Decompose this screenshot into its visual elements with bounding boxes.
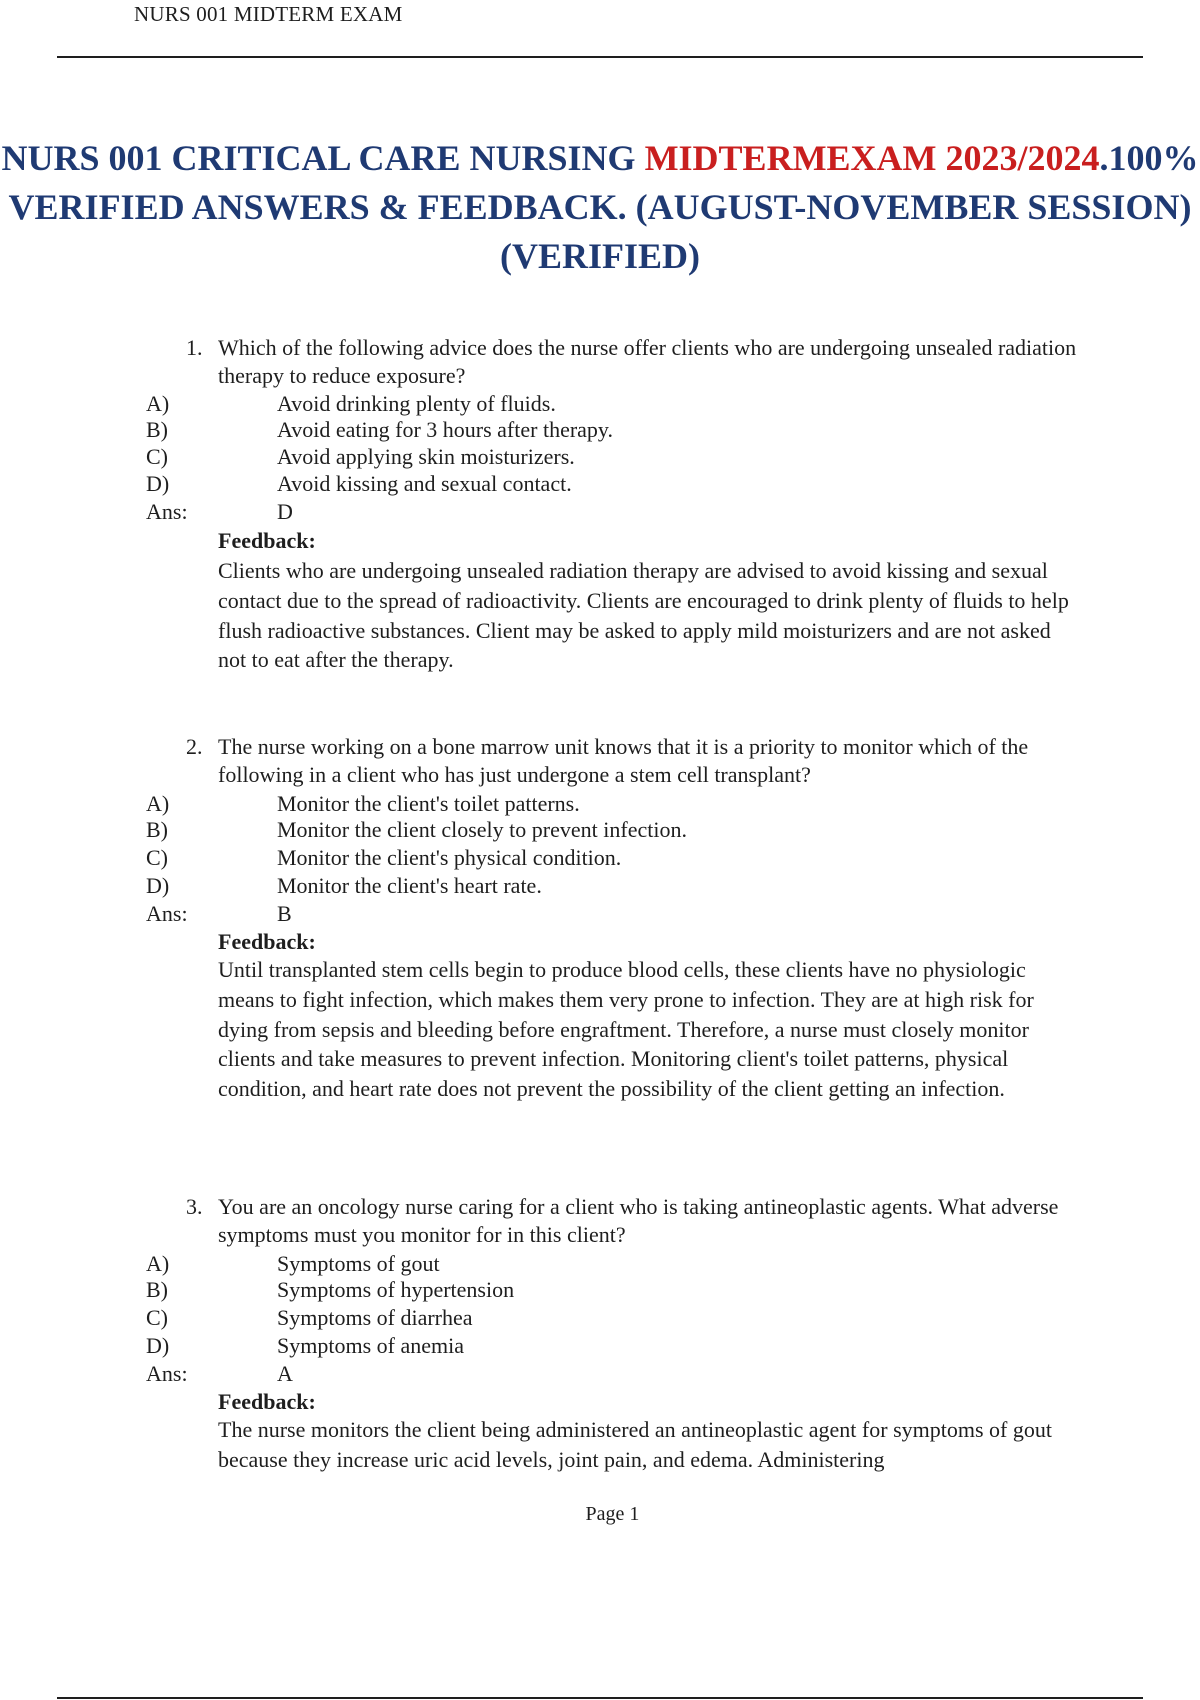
document-title [0,134,1200,281]
feedback-text: Clients who are undergoing unsealed radiation therapy are advised to avoid kissing and sexual contact due to the spread of radioactivity. Clients are encouraged to drink plenty of fluids to help flush radioactive substances. Client may be asked to apply mild moisturizers and are not asked not to eat after the therapy. [218,558,1069,673]
question-number: 2. [186,734,203,759]
page-number: Page 1 [585,1503,640,1525]
option-a-text: Symptoms of gout [277,1251,440,1276]
feedback-text: The nurse monitors the client being administered an antineoplastic agent for symptoms of gout because they increase uric acid levels, joint pain, and edema. Administering [218,1417,1052,1472]
header-divider [57,56,1143,58]
question-number: 3. [186,1194,203,1219]
question-stem: Which of the following advice does the nurse offer clients who are undergoing unsealed radiation therapy to reduce exposure? [218,335,1077,388]
option-c-label: C) [146,845,168,870]
option-a-text: Avoid drinking plenty of fluids. [277,391,556,416]
option-c-text: Symptoms of diarrhea [277,1305,473,1330]
option-d-text: Avoid kissing and sexual contact. [277,471,572,496]
option-d-label: D) [146,471,170,496]
feedback-label: Feedback: [218,1389,316,1414]
option-c-text: Avoid applying skin moisturizers. [277,444,575,469]
option-c-label: C) [146,1305,168,1330]
option-b-label: B) [146,817,168,842]
option-a-label: A) [146,1251,170,1276]
answer-label: Ans: [146,1361,188,1386]
title-part-1: NURS 001 CRITICAL CARE NURSING [1,138,645,178]
option-d-text: Monitor the client's heart rate. [277,873,542,898]
answer-value: A [277,1361,293,1386]
question-number: 1. [186,335,203,360]
option-b-label: B) [146,417,168,442]
option-c-text: Monitor the client's physical condition. [277,845,622,870]
feedback-label: Feedback: [218,528,316,553]
option-a-label: A) [146,391,170,416]
option-c-label: C) [146,444,168,469]
title-part-2-red: MIDTERMEXAM 2023/2024 [644,138,1100,178]
feedback-label: Feedback: [218,929,316,954]
option-d-text: Symptoms of anemia [277,1333,464,1358]
option-d-label: D) [146,1333,170,1358]
option-b-text: Monitor the client closely to prevent infection. [277,817,687,842]
footer-divider [57,1697,1143,1699]
answer-value: B [277,901,292,926]
feedback-text: Until transplanted stem cells begin to produce blood cells, these clients have no physiologic means to fight infection, which makes them very prone to infection. They are at high risk for dying from sepsis and bleeding before engraftment. Therefore, a nurse must closely monitor clients and take measures to prevent infection. Monitoring client's toilet patterns, physical condition, and heart rate does not prevent the possibility of the client getting an infection. [218,957,1034,1102]
running-header: NURS 001 MIDTERM EXAM [134,2,403,26]
answer-label: Ans: [146,499,188,524]
answer-label: Ans: [146,901,188,926]
option-a-label: A) [146,791,170,816]
question-stem: The nurse working on a bone marrow unit knows that it is a priority to monitor which of the following in a client who has just undergone a stem cell transplant? [218,734,1029,787]
option-a-text: Monitor the client's toilet patterns. [277,791,580,816]
question-stem: You are an oncology nurse caring for a client who is taking antineoplastic agents. What adverse symptoms must you monitor for in this client? [218,1194,1059,1247]
answer-value: D [277,499,293,524]
option-b-label: B) [146,1277,168,1302]
title-part-3: .100% VERIFIED ANSWERS & FEEDBACK. (AUGUST-NOVEMBER SESSION) (VERIFIED) [8,138,1199,276]
option-b-text: Symptoms of hypertension [277,1277,515,1302]
option-b-text: Avoid eating for 3 hours after therapy. [277,417,613,442]
option-d-label: D) [146,873,170,898]
